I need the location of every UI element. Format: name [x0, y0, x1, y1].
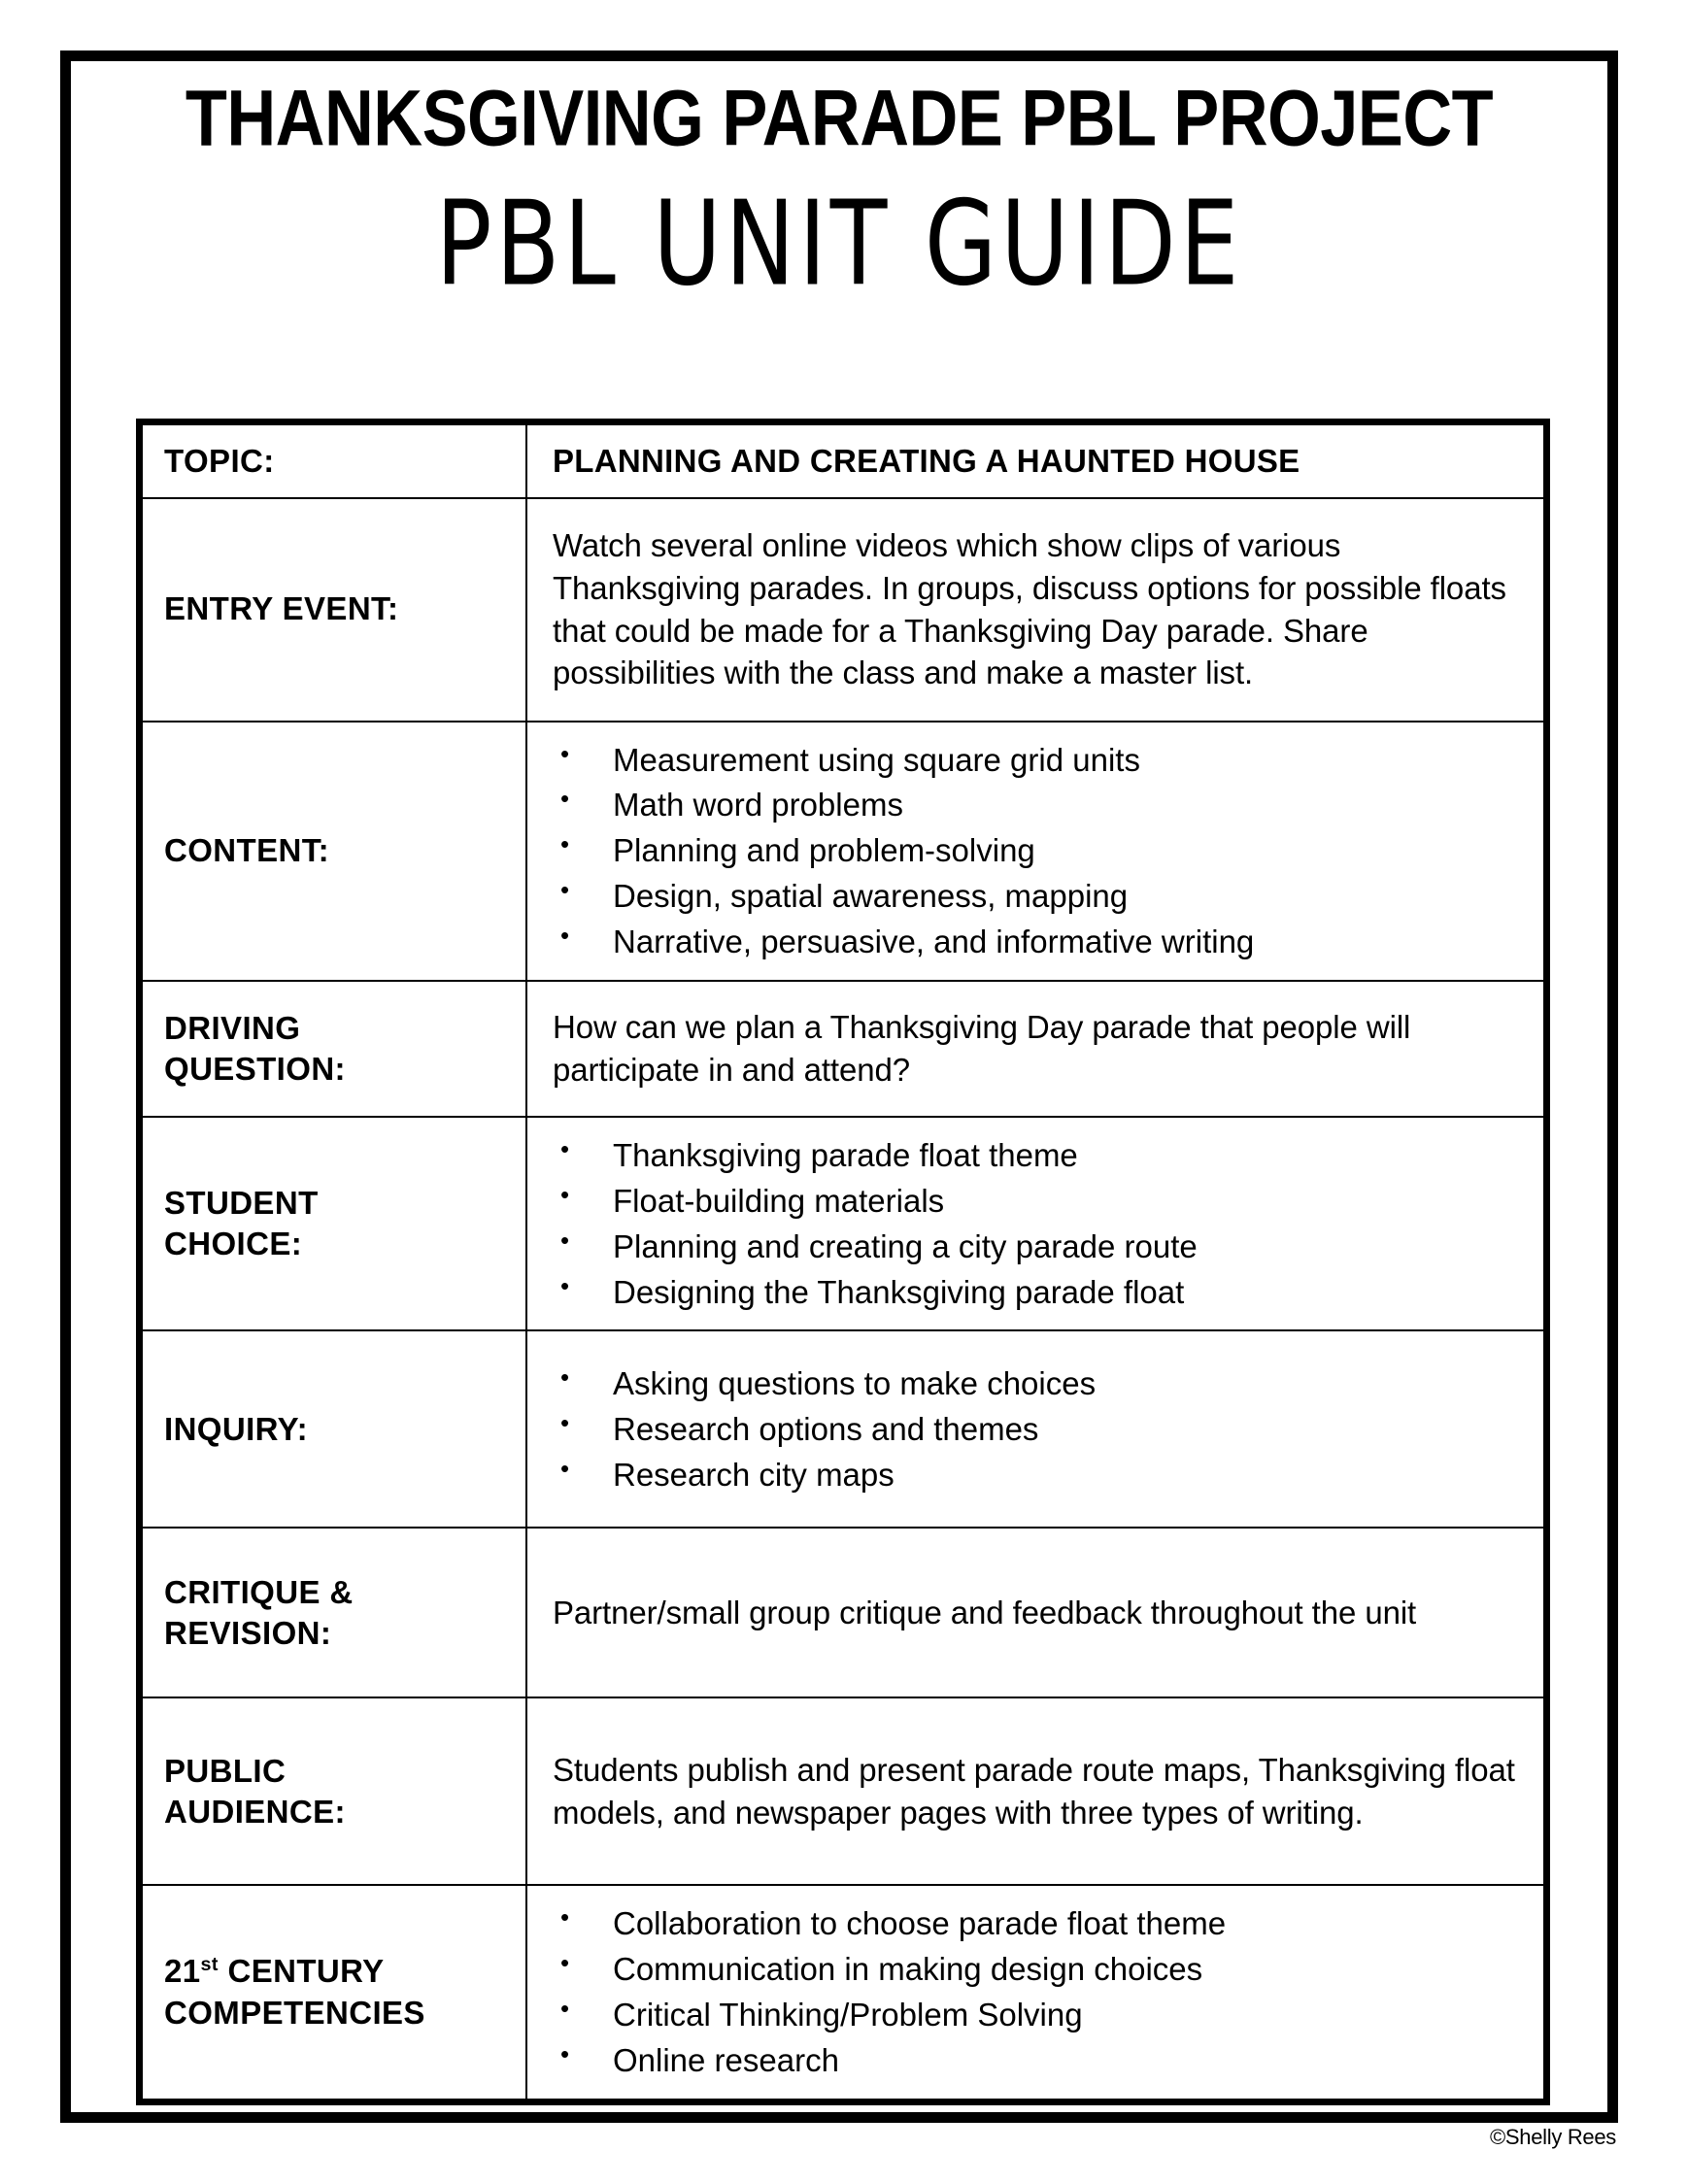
list-item: • Communication in making design choices — [553, 1948, 1526, 1991]
row-value-public-audience: Students publish and present parade route maps, Thanksgiving float models, and newspaper pages with three types of writing. — [553, 1752, 1515, 1831]
list-item: • Research city maps — [553, 1454, 1526, 1496]
row-value-entry-event: Watch several online videos which show clips of various Thanksgiving parades. In groups, discuss options for possible floats that could be made for a Thanksgiving Day parade. Share possibilities with the class and make a master list. — [553, 526, 1506, 691]
row-value-cell-21st-century-competencies — [526, 1885, 1547, 2101]
row-label-critique-revision — [164, 1572, 525, 1654]
list-item: • Online research — [553, 2039, 1526, 2082]
row-label-cell-public-audience — [140, 1697, 527, 1885]
row-label-line1: DRIVING — [164, 1009, 301, 1046]
row-label-line2: AUDIENCE: — [164, 1793, 346, 1830]
row-label-content: CONTENT: — [164, 832, 330, 869]
list-item: • Math word problems — [553, 784, 1526, 826]
title-block — [60, 58, 1618, 312]
row-label-inquiry: INQUIRY: — [164, 1410, 309, 1447]
row-label-cell-21st-century-competencies — [140, 1885, 527, 2101]
row-label-line1: STUDENT — [164, 1184, 319, 1221]
row-value-driving-question: How can we plan a Thanksgiving Day parade that people will participate in and attend? — [553, 1009, 1411, 1088]
list-item: • Narrative, persuasive, and informative writing — [553, 921, 1526, 963]
row-label-line1: PUBLIC — [164, 1752, 287, 1789]
row-label-line2: QUESTION: — [164, 1050, 346, 1087]
row-value-cell-content — [526, 722, 1547, 981]
copyright-notice: ©Shelly Rees — [1489, 2125, 1616, 2149]
row-label-public-audience — [164, 1751, 525, 1832]
row-label-cell-student-choice — [140, 1117, 527, 1331]
row-label-cell-driving-question — [140, 981, 527, 1117]
row-label-cell-content — [140, 722, 527, 981]
row-value-cell-student-choice — [526, 1117, 1547, 1331]
row-label-21st-century-competencies — [164, 1951, 525, 2033]
list-item: • Asking questions to make choices — [553, 1362, 1526, 1405]
row-value-cell-topic — [526, 422, 1547, 498]
list-item: • Designing the Thanksgiving parade float — [553, 1271, 1526, 1314]
row-value-critique-revision: Partner/small group critique and feedback throughout the unit — [553, 1594, 1417, 1630]
row-label-driving-question — [164, 1008, 525, 1090]
table-row-critique-revision — [140, 1528, 1547, 1697]
row-value-topic: PLANNING AND CREATING A HAUNTED HOUSE — [553, 442, 1300, 479]
list-item: • Planning and creating a city parade route — [553, 1226, 1526, 1268]
ordinal-suffix: st — [200, 1954, 219, 1976]
row-value-cell-driving-question — [526, 981, 1547, 1117]
table-row-public-audience — [140, 1697, 1547, 1885]
bullet-list-inquiry — [553, 1362, 1526, 1496]
table-row-content — [140, 722, 1547, 981]
row-label-number: 21 — [164, 1953, 201, 1990]
row-label-cell-critique-revision — [140, 1528, 527, 1697]
table-row-driving-question — [140, 981, 1547, 1117]
table-row-student-choice — [140, 1117, 1547, 1331]
row-label-cell-topic — [140, 422, 527, 498]
row-value-cell-inquiry — [526, 1330, 1547, 1528]
row-label-line2: REVISION: — [164, 1614, 332, 1651]
row-label-cell-inquiry — [140, 1330, 527, 1528]
page-title-main: THANKSGIVING PARADE PBL PROJECT — [185, 74, 1494, 163]
row-label-line1: CRITIQUE & — [164, 1573, 354, 1610]
row-value-cell-critique-revision — [526, 1528, 1547, 1697]
row-label-line1-rest: CENTURY — [218, 1953, 385, 1990]
row-label-entry-event: ENTRY EVENT: — [164, 590, 399, 627]
list-item: • Float-building materials — [553, 1180, 1526, 1223]
bullet-list-student-choice — [553, 1134, 1526, 1314]
row-label-student-choice — [164, 1183, 525, 1264]
row-label-topic: TOPIC: — [164, 442, 275, 479]
pbl-unit-guide-table — [136, 419, 1550, 2105]
list-item: • Research options and themes — [553, 1408, 1526, 1451]
list-item: • Design, spatial awareness, mapping — [553, 875, 1526, 918]
row-label-line2: CHOICE: — [164, 1226, 303, 1262]
row-value-cell-public-audience — [526, 1697, 1547, 1885]
list-item: • Thanksgiving parade float theme — [553, 1134, 1526, 1177]
list-item: • Collaboration to choose parade float theme — [553, 1902, 1526, 1945]
table-row-inquiry — [140, 1330, 1547, 1528]
list-item: • Planning and problem-solving — [553, 829, 1526, 872]
table-row-entry-event — [140, 498, 1547, 722]
bullet-list-content — [553, 739, 1526, 963]
page-title-sub: PBL UNIT GUIDE — [435, 176, 1243, 312]
list-item: • Measurement using square grid units — [553, 739, 1526, 782]
bullet-list-21st-century-competencies — [553, 1902, 1526, 2082]
table-row-topic — [140, 422, 1547, 498]
row-value-cell-entry-event — [526, 498, 1547, 722]
list-item: • Critical Thinking/Problem Solving — [553, 1994, 1526, 2036]
row-label-cell-entry-event — [140, 498, 527, 722]
row-label-line2: COMPETENCIES — [164, 1994, 425, 2031]
table-row-21st-century-competencies — [140, 1885, 1547, 2101]
